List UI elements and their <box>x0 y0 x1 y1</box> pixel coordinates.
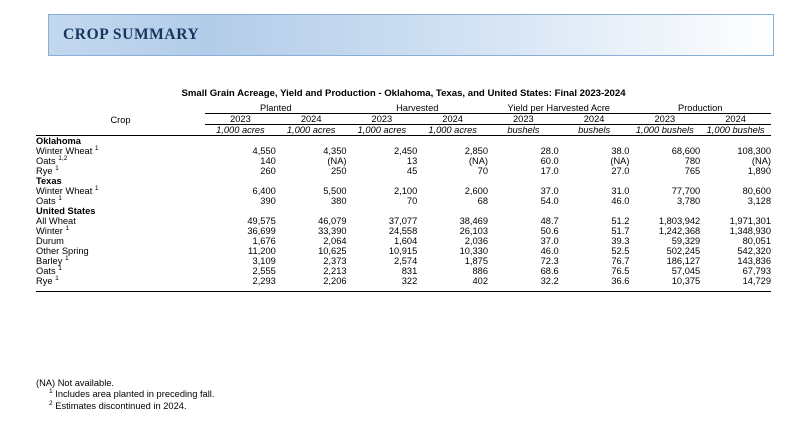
col-group-header: Production <box>629 103 771 114</box>
table-cell-value: 52.5 <box>611 246 630 256</box>
table-cell-value: 2,850 <box>464 146 488 156</box>
table-row <box>36 196 771 206</box>
table-row <box>36 166 771 176</box>
table-cell-value: 322 <box>401 276 418 286</box>
row-label: Winter Wheat $^1$ <box>36 184 99 196</box>
section-header-row <box>36 206 771 216</box>
row-label: All Wheat <box>36 216 76 226</box>
row-label: Durum <box>36 236 64 246</box>
col-header-unit: 1,000 acres <box>276 125 347 136</box>
table-cell-value: 140 <box>260 156 276 166</box>
table-cell-value: 67,793 <box>742 266 771 276</box>
row-label: Rye $^1$ <box>36 274 59 286</box>
table-cell-value: 36.6 <box>611 276 630 286</box>
table-cell-value: 11,200 <box>248 246 276 256</box>
footnote-line: $^2$ Estimates discontinued in 2024. <box>49 399 187 411</box>
table-cell-value: 780 <box>684 156 701 166</box>
table-cell-value: 32.2 <box>540 276 559 286</box>
table-cell-value: 2,574 <box>394 256 418 266</box>
table-cell-value: 886 <box>472 266 488 276</box>
rule-cell <box>559 286 630 292</box>
table-cell-value: 60.0 <box>540 156 559 166</box>
table-row <box>36 226 771 236</box>
footnote-line: $^1$ Includes area planted in preceding fall. <box>49 388 215 400</box>
col-group-header: Harvested <box>347 103 488 114</box>
table-row <box>36 216 771 226</box>
table-cell-value: 76.7 <box>611 256 630 266</box>
units-spacer <box>36 125 205 136</box>
table-cell-value: 46.0 <box>611 196 630 206</box>
table-cell-value: (NA) <box>751 156 771 166</box>
footnote-marker: 1 <box>55 274 59 282</box>
table-cell-value: 39.3 <box>611 236 630 246</box>
table-cell-value: 250 <box>331 166 347 176</box>
section-header-row <box>36 176 771 186</box>
col-header-year: 2024 <box>559 114 630 125</box>
table-row <box>36 276 771 286</box>
rule-cell <box>700 286 771 292</box>
footnote-marker: 1 <box>64 254 69 262</box>
table-cell-value: 6,400 <box>252 186 276 196</box>
col-header-year: 2023 <box>488 114 559 125</box>
row-label: Rye $^1$ <box>36 164 59 176</box>
col-header-unit: bushels <box>559 125 630 136</box>
table-cell-value: 10,915 <box>388 246 418 256</box>
table-cell-value: 10,375 <box>671 276 701 286</box>
footnote-marker: 1 <box>58 194 62 202</box>
table-cell-value: 402 <box>472 276 488 286</box>
table-cell-value: 70 <box>406 196 418 206</box>
col-header-year: 2023 <box>205 114 276 125</box>
table-cell-value: 37.0 <box>540 236 559 246</box>
table-cell-value: (NA) <box>468 156 488 166</box>
table-cell-value: 143,836 <box>737 256 771 266</box>
table-cell-value: 4,350 <box>323 146 347 156</box>
table-cell-value: 1,604 <box>394 236 418 246</box>
table-cell-value: 24,558 <box>388 226 418 236</box>
table-cell-value: 13 <box>406 156 418 166</box>
table-cell-value: 17.0 <box>540 166 559 176</box>
table-cell-value: 38,469 <box>459 216 488 226</box>
col-header-year: 2024 <box>417 114 488 125</box>
table-cell-value: 70 <box>477 166 488 176</box>
table-cell-value: 37.0 <box>540 186 559 196</box>
table-cell-value: 57,045 <box>671 266 701 276</box>
table-cell-value: 542,320 <box>737 246 771 256</box>
table-cell-value: 68 <box>477 196 488 206</box>
table-cell-value: 1,348,930 <box>729 226 771 236</box>
rule-cell <box>36 286 205 292</box>
table-cell-value: 1,242,368 <box>658 226 701 236</box>
table-cell-value: 2,450 <box>394 146 418 156</box>
table-cell-value: 26,103 <box>459 226 488 236</box>
table-row <box>36 246 771 256</box>
table-cell-value: 10,625 <box>318 246 347 256</box>
col-header-year: 2023 <box>347 114 418 125</box>
table-cell-value: 31.0 <box>611 186 630 196</box>
table-cell-value: 49,575 <box>247 216 276 226</box>
table-bottom-rule <box>36 286 771 292</box>
table-cell-value: 2,100 <box>394 186 418 196</box>
rule-cell <box>417 286 488 292</box>
table-cell-value: 76.5 <box>611 266 630 276</box>
table-cell-value: 1,676 <box>252 236 276 246</box>
footnote-marker: 1 <box>55 164 59 172</box>
table-cell-value: 45 <box>406 166 418 176</box>
table-cell-value: 48.7 <box>540 216 559 226</box>
table-cell-value: 502,245 <box>666 246 701 256</box>
table-cell-value: 36,699 <box>247 226 276 236</box>
table-cell-value: 4,550 <box>252 146 276 156</box>
table-cell-value: 1,890 <box>747 166 771 176</box>
col-group-header: Planted <box>205 103 346 114</box>
table-cell-value: (NA) <box>610 156 630 166</box>
table-cell-value: 390 <box>260 196 276 206</box>
col-header-unit: bushels <box>488 125 559 136</box>
col-header-crop: Crop <box>110 114 131 125</box>
col-group-header: Yield per Harvested Acre <box>488 103 629 114</box>
table-row <box>36 266 771 276</box>
footnote-marker: 1 <box>58 264 62 272</box>
table-cell-value: 2,064 <box>323 236 347 246</box>
table-header-groups <box>36 103 771 114</box>
table-cell-value: 28.0 <box>540 146 559 156</box>
rule-cell <box>205 286 276 292</box>
col-header-unit: 1,000 acres <box>347 125 418 136</box>
col-header-year: 2024 <box>700 114 771 125</box>
table-cell-value: 46.0 <box>540 246 559 256</box>
table-row <box>36 156 771 166</box>
table-cell-value: 2,213 <box>323 266 347 276</box>
table-cell-value: (NA) <box>327 156 347 166</box>
table-row <box>36 236 771 246</box>
table-cell-value: 2,293 <box>252 276 276 286</box>
table-cell-value: 37,077 <box>388 216 418 226</box>
table-cell-value: 3,109 <box>252 256 276 266</box>
table-cell-value: 10,330 <box>459 246 488 256</box>
table-cell-value: 108,300 <box>737 146 771 156</box>
row-label: Winter $^1$ <box>36 224 70 236</box>
table-cell-value: 38.0 <box>611 146 630 156</box>
table-cell-value: 3,780 <box>676 196 701 206</box>
page-title: CROP SUMMARY <box>63 26 200 43</box>
rule-cell <box>276 286 347 292</box>
row-label: Oats $^1$ <box>36 264 62 276</box>
table-cell-value: 2,373 <box>323 256 347 266</box>
rule-cell <box>629 286 700 292</box>
row-label: Oats $^{1,2}$ <box>36 154 68 166</box>
table-row <box>36 146 771 156</box>
footnote-marker: 2 <box>49 399 53 407</box>
section-name: Texas <box>36 176 62 186</box>
table-cell-value: 68,600 <box>671 146 701 156</box>
table-cell-value: 51.7 <box>611 226 630 236</box>
table-cell-value: 54.0 <box>540 196 559 206</box>
footnotes <box>36 378 536 412</box>
footnote-line: (NA) Not available. <box>36 378 115 388</box>
table-cell-value: 765 <box>684 166 701 176</box>
footnote-marker: 1 <box>94 184 99 192</box>
table-cell-value: 831 <box>401 266 418 276</box>
table-cell-value: 33,390 <box>318 226 347 236</box>
rule-cell <box>347 286 418 292</box>
footnote-marker: 1,2 <box>58 154 68 162</box>
footnote-marker: 1 <box>49 388 53 396</box>
crop-summary-banner <box>48 14 774 56</box>
grain-table-block <box>36 88 771 292</box>
table-cell-value: 51.2 <box>611 216 630 226</box>
table-cell-value: 2,555 <box>252 266 276 276</box>
col-header-unit: 1,000 acres <box>205 125 276 136</box>
table-cell-value: 50.6 <box>540 226 559 236</box>
col-header-unit: 1,000 acres <box>417 125 488 136</box>
row-label: Winter Wheat $^1$ <box>36 144 99 156</box>
col-header-unit: 1,000 bushels <box>629 125 700 136</box>
table-cell-value: 59,329 <box>671 236 701 246</box>
table-cell-value: 5,500 <box>323 186 347 196</box>
table-cell-value: 3,128 <box>747 196 771 206</box>
table-cell-value: 27.0 <box>611 166 630 176</box>
table-cell-value: 14,729 <box>742 276 771 286</box>
table-title: Small Grain Acreage, Yield and Production - Oklahoma, Texas, and United States: Final 2023-2024 <box>181 88 626 99</box>
table-header-units <box>36 125 771 136</box>
table-cell-value: 186,127 <box>666 256 701 266</box>
table-cell-value: 72.3 <box>540 256 559 266</box>
col-header-unit: 1,000 bushels <box>700 125 771 136</box>
table-row <box>36 256 771 266</box>
section-name: United States <box>36 206 96 216</box>
section-name: Oklahoma <box>36 136 81 146</box>
table-cell-value: 80,051 <box>742 236 771 246</box>
table-row <box>36 186 771 196</box>
table-cell-value: 1,803,942 <box>658 216 701 226</box>
table-cell-value: 2,036 <box>464 236 488 246</box>
footnote-marker: 1 <box>65 224 70 232</box>
footnote-marker: 1 <box>94 144 99 152</box>
table-cell-value: 1,875 <box>464 256 488 266</box>
table-cell-value: 68.6 <box>540 266 559 276</box>
table-cell-value: 2,600 <box>464 186 488 196</box>
table-cell-value: 80,600 <box>742 186 771 196</box>
table-cell-value: 1,971,301 <box>729 216 771 226</box>
row-label: Other Spring <box>36 246 89 256</box>
table-cell-value: 380 <box>331 196 347 206</box>
row-label: Barley $^1$ <box>36 254 69 266</box>
col-header-year: 2023 <box>629 114 700 125</box>
row-label: Oats $^1$ <box>36 194 62 206</box>
small-grain-table <box>36 103 771 292</box>
table-cell-value: 2,206 <box>323 276 347 286</box>
table-cell-value: 260 <box>260 166 276 176</box>
section-header-row <box>36 136 771 147</box>
table-cell-value: 77,700 <box>671 186 701 196</box>
col-header-year: 2024 <box>276 114 347 125</box>
table-cell-value: 46,079 <box>318 216 347 226</box>
rule-cell <box>488 286 559 292</box>
